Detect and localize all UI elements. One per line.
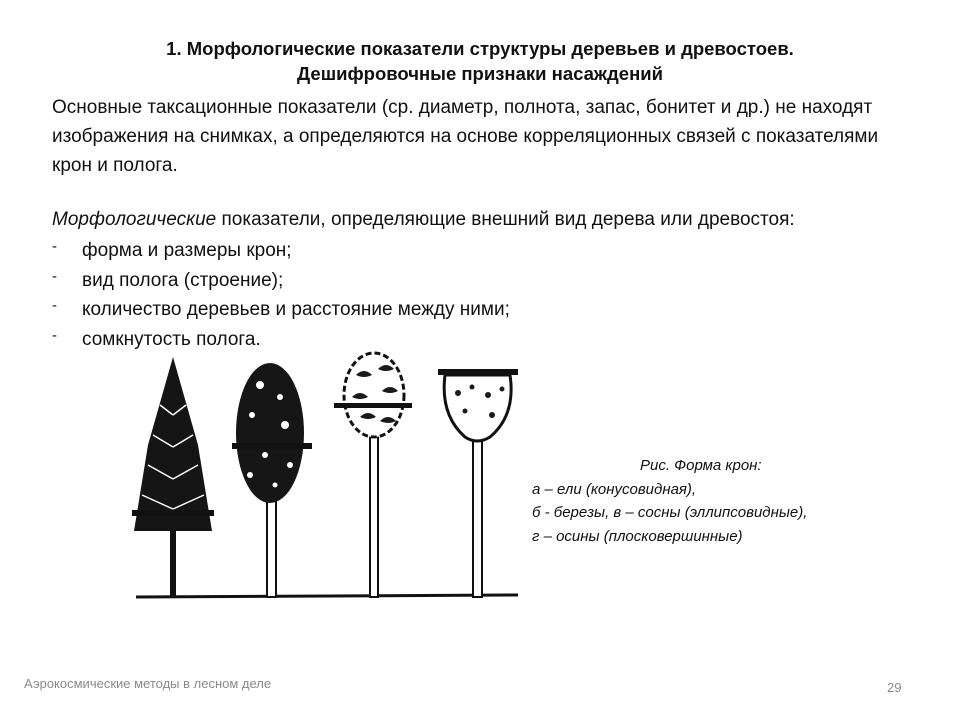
slide-title-line-2: Дешифровочные признаки насаждений <box>297 63 663 84</box>
morphology-paragraph <box>52 205 922 234</box>
spruce-crown-width-bar <box>132 510 214 516</box>
list-item-text: количество деревьев и расстояние между ними; <box>82 299 510 320</box>
intro-paragraph: Основные таксационные показатели (ср. диаметр, полнота, запас, бонитет и др.) не находят изображения на снимках, а определяются на основе корреляционных связей с показателями крон и полога. <box>52 97 879 176</box>
list-item-text: вид полога (строение); <box>82 269 284 291</box>
slide-title <box>60 36 900 86</box>
bullet-marker: - <box>52 297 57 314</box>
pine-trunk <box>370 415 378 597</box>
figure-caption <box>532 454 902 548</box>
pine-crown <box>344 353 404 437</box>
bullet-marker: - <box>52 238 57 255</box>
bullet-marker: - <box>52 326 57 344</box>
page-number: 29 <box>887 680 902 695</box>
figure-caption-title: Рис. Форма крон: <box>640 457 762 474</box>
figure-caption-line: б - березы, в – сосны (эллипсовидные), <box>532 504 808 521</box>
list-item <box>52 266 510 296</box>
aspen-trunk <box>473 425 482 597</box>
birch-tree-icon <box>232 363 312 597</box>
spruce-crown <box>134 357 212 531</box>
spruce-tree-icon <box>132 357 214 597</box>
list-item-text: сомкнутость полога. <box>82 328 261 350</box>
indicator-list <box>52 236 510 354</box>
morphology-term: Морфологические <box>52 209 217 230</box>
bullet-marker: - <box>52 267 57 285</box>
birch-crown-width-bar <box>232 443 312 449</box>
figure-caption-line: г – осины (плосковершинные) <box>532 527 743 545</box>
aspen-crown <box>444 375 511 441</box>
footer-course-name: Аэрокосмические методы в лесном деле <box>24 676 272 691</box>
birch-crown <box>236 363 304 503</box>
figure-caption-line: а – ели (конусовидная), <box>532 480 697 498</box>
aspen-crown-width-bar <box>438 369 518 375</box>
pine-crown-width-bar <box>334 403 412 408</box>
list-item <box>52 295 510 325</box>
pine-tree-icon <box>334 353 412 597</box>
birch-trunk <box>267 495 276 597</box>
crown-shapes-figure <box>120 345 530 605</box>
list-item <box>52 236 510 266</box>
list-item-text: форма и размеры крон; <box>82 240 292 261</box>
ground-line <box>136 595 518 597</box>
morphology-paragraph-text: показатели, определяющие внешний вид дерева или древостоя: <box>216 209 795 230</box>
aspen-tree-icon <box>438 369 518 597</box>
slide-title-line-1: 1. Морфологические показатели структуры деревьев и древостоев. <box>166 38 794 59</box>
